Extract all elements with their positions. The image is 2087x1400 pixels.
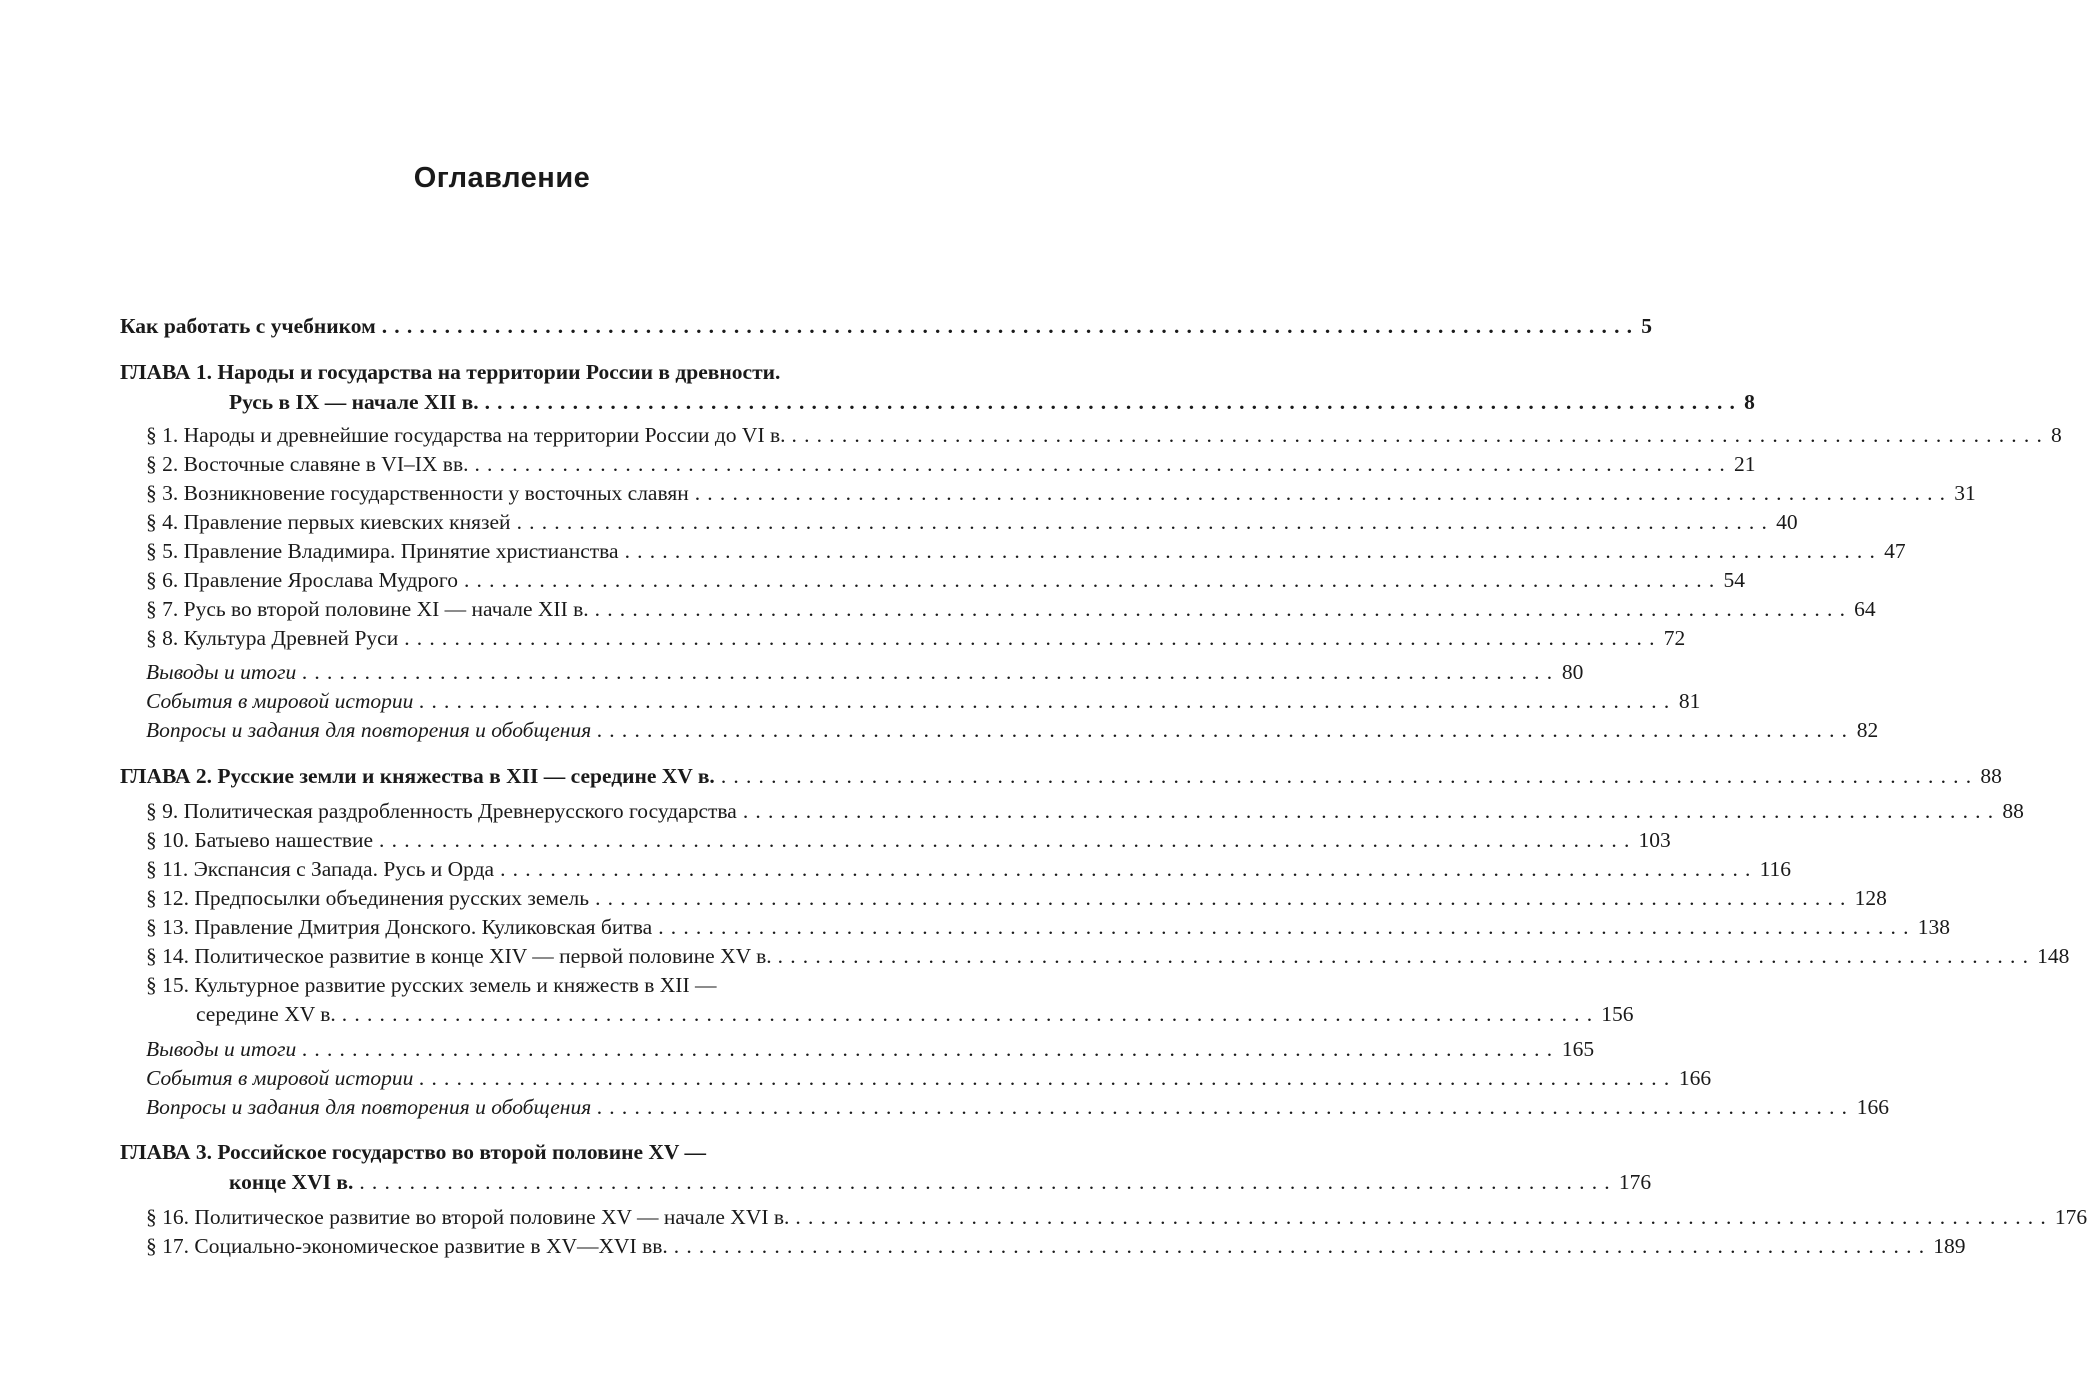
- toc-section-title: § 17. Социально-экономическое развитие в XV—XVI вв.: [146, 1234, 668, 1258]
- toc-section-title: § 1. Народы и древнейшие государства на территории России до VI в.: [146, 423, 786, 447]
- toc-extra-title: Выводы и итоги: [146, 660, 297, 684]
- toc-section[interactable]: [146, 623, 1686, 653]
- dot-leader: ....................................................................................................: [597, 1095, 1855, 1119]
- dot-leader: ....................................................................................................: [742, 799, 2001, 823]
- toc-page-number: 148: [2037, 944, 2070, 968]
- toc-page-number: 8: [1744, 390, 1755, 414]
- dot-leader: ....................................................................................................: [419, 689, 1677, 713]
- dot-leader: ....................................................................................................: [791, 423, 2050, 447]
- toc-extra[interactable]: [146, 1034, 1595, 1064]
- toc-page-number: 40: [1776, 510, 1798, 534]
- toc-page-number: 116: [1759, 857, 1792, 881]
- toc-section-title: § 10. Батыево нашествие: [146, 828, 374, 852]
- chapter-2-heading[interactable]: [120, 761, 2002, 791]
- toc-extra[interactable]: [146, 1092, 1889, 1122]
- toc-section[interactable]: [146, 565, 1745, 595]
- toc-section-title: § 12. Предпосылки объединения русских земель: [146, 886, 590, 910]
- dot-leader: ....................................................................................................: [474, 452, 1732, 476]
- toc-page-number: 88: [2002, 799, 2024, 823]
- toc-section-title: § 9. Политическая раздробленность Древнерусского государства: [146, 799, 737, 823]
- toc-page-number: 8: [2051, 423, 2062, 447]
- dot-leader: ....................................................................................................: [404, 626, 1662, 650]
- dot-leader: ....................................................................................................: [463, 568, 1722, 592]
- chapter-1-subtitle: Русь в IX — начале XII в.: [229, 390, 479, 414]
- toc-page-number: 138: [1917, 915, 1950, 939]
- toc-page-number: 128: [1854, 886, 1887, 910]
- toc-section[interactable]: [146, 796, 2024, 826]
- dot-leader: ....................................................................................................: [302, 1037, 1560, 1061]
- dot-leader: ....................................................................................................: [379, 828, 1637, 852]
- toc-section[interactable]: [146, 854, 1792, 884]
- toc-section-title: § 13. Правление Дмитрия Донского. Куликовская битва: [146, 915, 653, 939]
- toc-page-number: 166: [1856, 1095, 1889, 1119]
- dot-leader: ....................................................................................................: [594, 597, 1853, 621]
- toc-page-number: 176: [1618, 1170, 1652, 1194]
- dot-leader: ....................................................................................................: [694, 481, 1953, 505]
- dot-leader: ....................................................................................................: [419, 1066, 1677, 1090]
- toc-section-title: § 5. Правление Владимира. Принятие христианства: [146, 539, 619, 563]
- dot-leader: ....................................................................................................: [500, 857, 1758, 881]
- toc-page-number: 54: [1723, 568, 1745, 592]
- toc-section-title: § 6. Правление Ярослава Мудрого: [146, 568, 458, 592]
- page-title: Оглавление: [413, 162, 591, 194]
- dot-leader: ....................................................................................................: [341, 1002, 1600, 1026]
- toc-section[interactable]: [146, 1231, 1966, 1261]
- toc-section-title: § 7. Русь во второй половине XI — начале XII в.: [146, 597, 589, 621]
- toc-section[interactable]: [146, 536, 1906, 566]
- dot-leader: ....................................................................................................: [484, 390, 1743, 414]
- toc-extra-title: События в мировой истории: [146, 689, 414, 713]
- dot-leader: ....................................................................................................: [595, 886, 1853, 910]
- toc-section-title: § 2. Восточные славяне в VI–IX вв.: [146, 452, 469, 476]
- toc-section[interactable]: [146, 825, 1671, 855]
- dot-leader: ....................................................................................................: [597, 718, 1855, 742]
- toc-extra[interactable]: [146, 686, 1701, 716]
- dot-leader: ....................................................................................................: [795, 1205, 2053, 1229]
- toc-page-number: 72: [1663, 626, 1686, 650]
- chapter-3-heading[interactable]: ГЛАВА 3. Российское государство во второй половине XV —: [120, 1140, 706, 1164]
- toc-section-title: § 11. Экспансия с Запада. Русь и Орда: [146, 857, 495, 881]
- toc-section[interactable]: [146, 941, 2070, 971]
- toc-entry-intro[interactable]: [120, 311, 1652, 341]
- dot-leader: ....................................................................................................: [302, 660, 1560, 684]
- toc-entry-title: Как работать с учебником: [120, 314, 376, 338]
- toc-section-title: § 8. Культура Древней Руси: [146, 626, 399, 650]
- toc-section[interactable]: [146, 478, 1976, 508]
- toc-section[interactable]: [146, 912, 1950, 942]
- toc-section-15-line1[interactable]: § 15. Культурное развитие русских земель и княжеств в XII —: [146, 973, 717, 997]
- toc-page-number: 88: [1980, 764, 2002, 788]
- dot-leader: ....................................................................................................: [720, 764, 1979, 788]
- toc-section-15-line2[interactable]: [196, 999, 1634, 1029]
- toc-extra-title: Вопросы и задания для повторения и обобщения: [146, 1095, 592, 1119]
- toc-extra[interactable]: [146, 1063, 1712, 1093]
- toc-section[interactable]: [146, 420, 2062, 450]
- chapter-1-heading[interactable]: ГЛАВА 1. Народы и государства на территории России в древности.: [120, 360, 781, 384]
- toc-page-number: 176: [2054, 1205, 2087, 1229]
- chapter-1-heading-cont[interactable]: [229, 387, 1755, 417]
- dot-leader: ....................................................................................................: [673, 1234, 1932, 1258]
- toc-extra[interactable]: [146, 715, 1879, 745]
- toc-page-number: 103: [1638, 828, 1671, 852]
- toc-page-number: 166: [1678, 1066, 1712, 1090]
- toc-extra[interactable]: [146, 657, 1584, 687]
- toc-page-number: 64: [1854, 597, 1876, 621]
- toc-section-title: § 4. Правление первых киевских князей: [146, 510, 511, 534]
- dot-leader: ....................................................................................................: [777, 944, 2036, 968]
- toc-section[interactable]: [146, 507, 1798, 537]
- toc-section[interactable]: [146, 594, 1876, 624]
- toc-page-number: 165: [1561, 1037, 1595, 1061]
- chapter-3-subtitle: конце XVI в.: [229, 1170, 354, 1194]
- dot-leader: ....................................................................................................: [624, 539, 1883, 563]
- dot-leader: ....................................................................................................: [516, 510, 1775, 534]
- chapter-3-heading-cont[interactable]: [229, 1167, 1652, 1197]
- toc-extra-title: События в мировой истории: [146, 1066, 414, 1090]
- toc-page-number: 156: [1601, 1002, 1634, 1026]
- dot-leader: ....................................................................................................: [658, 915, 1916, 939]
- chapter-2-title: ГЛАВА 2. Русские земли и княжества в XII — середине XV в.: [120, 764, 715, 788]
- toc-section-title: § 3. Возникновение государственности у восточных славян: [146, 481, 689, 505]
- toc-page-number: 80: [1561, 660, 1584, 684]
- toc-section[interactable]: [146, 449, 1756, 479]
- toc-page-number: 5: [1641, 314, 1652, 338]
- toc-page-number: 47: [1884, 539, 1906, 563]
- toc-page-number: 189: [1933, 1234, 1966, 1258]
- toc-section[interactable]: [146, 883, 1887, 913]
- toc-section-title: середине XV в.: [196, 1002, 336, 1026]
- toc-section-title: § 16. Политическое развитие во второй половине XV — начале XVI в.: [146, 1205, 790, 1229]
- toc-page-number: 81: [1678, 689, 1701, 713]
- toc-extra-title: Вопросы и задания для повторения и обобщения: [146, 718, 592, 742]
- toc-section[interactable]: [146, 1202, 2087, 1232]
- toc-page-number: 21: [1733, 452, 1756, 476]
- toc-section-title: § 14. Политическое развитие в конце XIV — первой половине XV в.: [146, 944, 772, 968]
- toc-page-number: 82: [1856, 718, 1879, 742]
- toc-page-number: 31: [1954, 481, 1976, 505]
- toc-extra-title: Выводы и итоги: [146, 1037, 297, 1061]
- dot-leader: ....................................................................................................: [359, 1170, 1617, 1194]
- dot-leader: ....................................................................................................: [381, 314, 1640, 338]
